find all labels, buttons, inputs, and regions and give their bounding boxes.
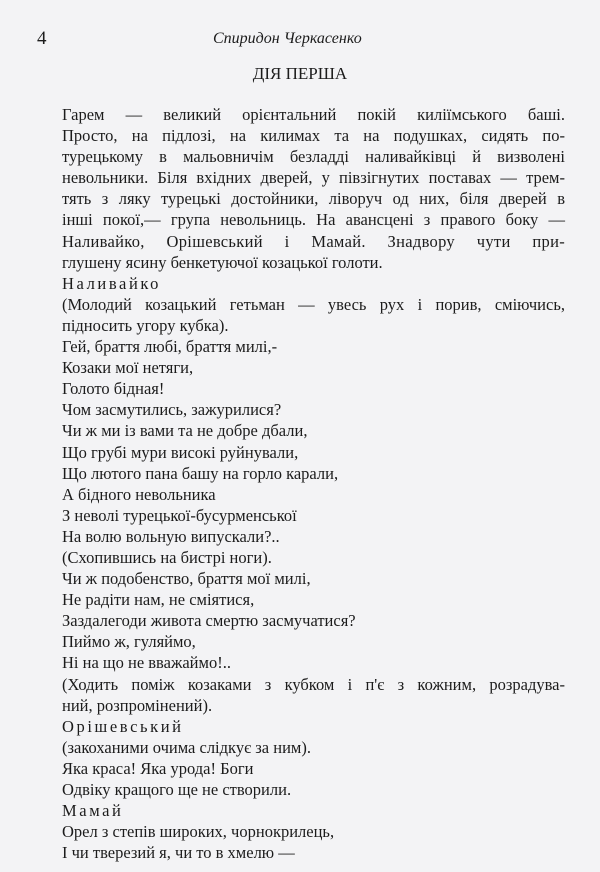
text-line: Орел з степів широких, чорнокрилець, — [62, 822, 335, 842]
text-line: Не радіти нам, не сміятися, — [62, 590, 255, 610]
paragraph-line: невольники. Біля вхідних дверей, у півзігнутих поставах — трем- — [62, 168, 565, 188]
page-number: 4 — [37, 28, 47, 49]
text-line: Заздалегоди живота смертю засмучатися? — [62, 611, 356, 631]
paragraph-line: (Молодий козацький гетьман — увесь рух і порив, сміючись, — [62, 294, 565, 314]
play-text — [62, 104, 565, 863]
paragraph-line: (Ходить поміж козаками з кубком і п'є з кожним, розрадува- — [62, 674, 565, 694]
text-line: Одвіку кращого ще не створили. — [62, 780, 292, 799]
paragraph-line: Гарем — великий орієнтальний покій киліїмського баші. — [62, 105, 565, 124]
speaker-name: Наливайко — [62, 273, 162, 293]
text-line: Яка краса! Яка урода! Боги — [62, 758, 254, 778]
speaker-name: Мамай — [62, 801, 124, 821]
text-line: Що грубі мури високі руйнували, — [62, 442, 299, 462]
text-line: підносить угору кубка). — [62, 315, 229, 335]
paragraph-line: тять з ляку турецькі достойники, ліворуч од них, біля дверей в — [62, 189, 565, 209]
text-line: З неволі турецької-бусурменської — [62, 505, 297, 525]
paragraph-line: Наливайко, Орішевський і Мамай. Знадвору чути при- — [62, 231, 565, 251]
text-line: Пиймо ж, гуляймо, — [62, 632, 196, 652]
text-line: На волю вольную випускали?.. — [62, 526, 280, 546]
text-line: Чом засмутились, зажурилися? — [62, 400, 282, 420]
text-line: Чи ж ми із вами та не добре дбали, — [62, 421, 308, 441]
text-line: (закоханими очима слідкує за ним). — [62, 737, 311, 757]
act-title: ДІЯ ПЕРША — [252, 64, 348, 83]
text-line: Гей, браття любі, браття милі,- — [62, 337, 278, 357]
text-line: глушену ясину бенкетуючої козацької голоти. — [62, 252, 383, 272]
text-line: (Схопившись на бистрі ноги). — [62, 547, 272, 567]
text-line: І чи тверезий я, чи то в хмелю — — [62, 843, 295, 863]
text-line: Голото бідная! — [62, 379, 165, 399]
text-line: Ні на що не вважаймо!.. — [62, 653, 231, 673]
text-line: Чи ж подобенство, браття мої милі, — [62, 569, 311, 589]
text-line: Козаки мої нетяги, — [62, 358, 194, 378]
text-line: А бідного невольника — [62, 484, 216, 504]
speaker-name: Орішевський — [62, 716, 184, 736]
text-line: Що лютого пана башу на горло карали, — [62, 463, 339, 483]
paragraph-line: турецькому в мальовничім безладді наливайківці й визволені — [62, 147, 565, 167]
running-header-author: Спиридон Черкасенко — [213, 30, 362, 47]
paragraph-line: Просто, на підлозі, на килимах та на подушках, сидять по- — [62, 126, 565, 146]
paragraph-line: інші покої,— група невольниць. На авансцені з правого боку — — [62, 210, 565, 230]
text-line: ний, розпромінений). — [62, 695, 213, 715]
